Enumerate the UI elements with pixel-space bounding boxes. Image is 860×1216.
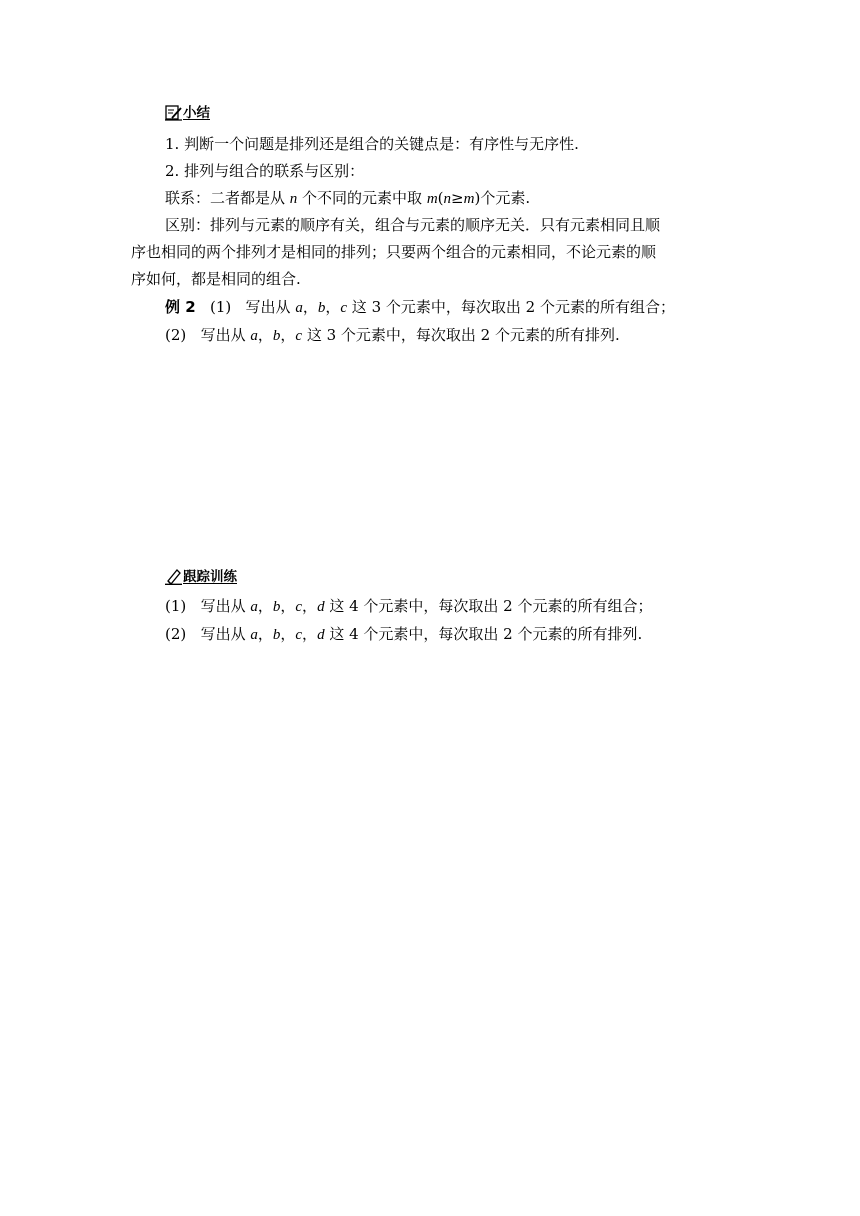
summary-difference-line-2: 序也相同的两个排列才是相同的排列；只要两个组合的元素相同，不论元素的顺 bbox=[131, 243, 657, 261]
summary-title: 小结 bbox=[183, 105, 210, 121]
summary-point-1: 1. 判断一个问题是排列还是组合的关键点是：有序性与无序性. bbox=[165, 135, 579, 153]
example2-question-2: (2) 写出从 a，b，c 这 3 个元素中，每次取出 2 个元素的所有排列. bbox=[165, 326, 620, 344]
summary-difference-line-1: 区别：排列与元素的顺序有关，组合与元素的顺序无关．只有元素相同且顺 bbox=[165, 216, 661, 234]
pencil-icon bbox=[165, 568, 182, 585]
example2-label: 例 2 bbox=[165, 298, 196, 316]
example2-question-1: 例 2 (1) 写出从 a，b，c 这 3 个元素中，每次取出 2 个元素的所有组合； bbox=[165, 298, 675, 316]
practice-question-1: (1) 写出从 a，b，c，d 这 4 个元素中，每次取出 2 个元素的所有组合； bbox=[165, 597, 653, 615]
practice-heading bbox=[165, 568, 237, 585]
practice-question-2: (2) 写出从 a，b，c，d 这 4 个元素中，每次取出 2 个元素的所有排列. bbox=[165, 625, 643, 643]
practice-title: 跟踪训练 bbox=[183, 569, 237, 585]
summary-connection: 联系：二者都是从 n 个不同的元素中取 m(n≥m)个元素. bbox=[165, 189, 531, 207]
pencil-note-icon bbox=[165, 104, 182, 121]
summary-difference-line-3: 序如何，都是相同的组合. bbox=[131, 270, 301, 288]
summary-heading bbox=[165, 104, 210, 121]
summary-point-2: 2. 排列与组合的联系与区别： bbox=[165, 162, 365, 180]
